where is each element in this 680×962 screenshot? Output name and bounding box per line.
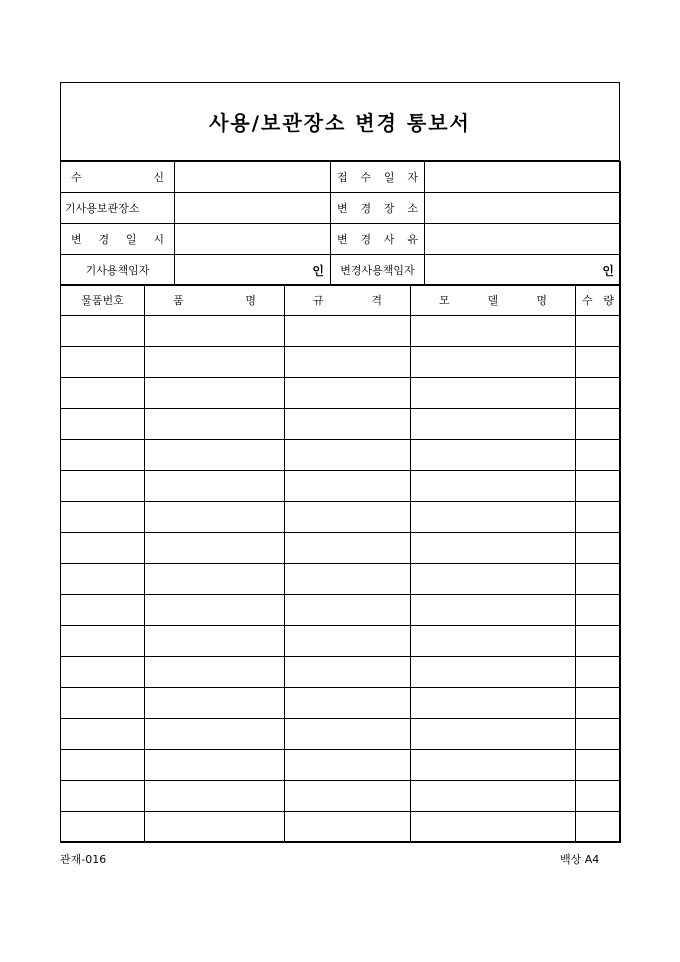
table-row bbox=[61, 471, 621, 502]
item-no-cell[interactable] bbox=[61, 688, 145, 719]
original-location-field[interactable] bbox=[175, 193, 331, 224]
item-no-cell[interactable] bbox=[61, 564, 145, 595]
table-row bbox=[61, 719, 621, 750]
new-location-field[interactable] bbox=[425, 193, 621, 224]
table-row bbox=[61, 812, 621, 843]
model-cell[interactable] bbox=[411, 440, 576, 471]
quantity-cell[interactable] bbox=[576, 595, 621, 626]
item-no-cell[interactable] bbox=[61, 316, 145, 347]
model-cell[interactable] bbox=[411, 812, 576, 843]
form-code: 관재-016 bbox=[60, 853, 107, 866]
item-name-cell[interactable] bbox=[145, 409, 285, 440]
model-cell[interactable] bbox=[411, 378, 576, 409]
spec-cell[interactable] bbox=[285, 781, 411, 812]
item-name-cell[interactable] bbox=[145, 626, 285, 657]
paper-spec: 백상 A4 bbox=[560, 853, 600, 866]
spec-cell[interactable] bbox=[285, 595, 411, 626]
table-row bbox=[61, 440, 621, 471]
seal-mark: 인 bbox=[312, 263, 324, 278]
model-cell[interactable] bbox=[411, 409, 576, 440]
model-cell[interactable] bbox=[411, 316, 576, 347]
item-name-cell[interactable] bbox=[145, 533, 285, 564]
spec-cell[interactable] bbox=[285, 626, 411, 657]
quantity-cell[interactable] bbox=[576, 533, 621, 564]
spec-cell[interactable] bbox=[285, 688, 411, 719]
spec-cell[interactable] bbox=[285, 719, 411, 750]
item-name-cell[interactable] bbox=[145, 750, 285, 781]
original-manager-label: 기사용책임자 bbox=[61, 255, 175, 286]
header-model: 모 델 명 bbox=[411, 285, 576, 316]
table-row bbox=[61, 657, 621, 688]
item-no-cell[interactable] bbox=[61, 657, 145, 688]
items-header-row bbox=[61, 285, 621, 316]
change-notice-form bbox=[60, 82, 620, 842]
model-cell[interactable] bbox=[411, 533, 576, 564]
model-cell[interactable] bbox=[411, 657, 576, 688]
item-name-cell[interactable] bbox=[145, 564, 285, 595]
item-no-cell[interactable] bbox=[61, 533, 145, 564]
original-manager-seal-field[interactable] bbox=[175, 255, 331, 286]
item-no-cell[interactable] bbox=[61, 812, 145, 843]
table-row bbox=[61, 409, 621, 440]
receiver-field[interactable] bbox=[175, 162, 331, 193]
quantity-cell[interactable] bbox=[576, 750, 621, 781]
table-row bbox=[61, 626, 621, 657]
table-row bbox=[61, 502, 621, 533]
item-name-cell[interactable] bbox=[145, 502, 285, 533]
new-manager-label: 변경사용책임자 bbox=[331, 255, 425, 286]
item-no-cell[interactable] bbox=[61, 626, 145, 657]
table-row bbox=[61, 378, 621, 409]
item-name-cell[interactable] bbox=[145, 657, 285, 688]
spec-cell[interactable] bbox=[285, 502, 411, 533]
quantity-cell[interactable] bbox=[576, 409, 621, 440]
quantity-cell[interactable] bbox=[576, 688, 621, 719]
item-name-cell[interactable] bbox=[145, 719, 285, 750]
model-cell[interactable] bbox=[411, 502, 576, 533]
change-reason-field[interactable] bbox=[425, 224, 621, 255]
item-no-cell[interactable] bbox=[61, 595, 145, 626]
model-cell[interactable] bbox=[411, 471, 576, 502]
quantity-cell[interactable] bbox=[576, 347, 621, 378]
spec-cell[interactable] bbox=[285, 564, 411, 595]
item-no-cell[interactable] bbox=[61, 781, 145, 812]
quantity-cell[interactable] bbox=[576, 719, 621, 750]
seal-mark: 인 bbox=[602, 263, 614, 278]
item-no-cell[interactable] bbox=[61, 378, 145, 409]
quantity-cell[interactable] bbox=[576, 471, 621, 502]
spec-cell[interactable] bbox=[285, 316, 411, 347]
item-no-cell[interactable] bbox=[61, 347, 145, 378]
change-date-field[interactable] bbox=[175, 224, 331, 255]
item-no-cell[interactable] bbox=[61, 471, 145, 502]
table-row bbox=[61, 595, 621, 626]
table-row bbox=[61, 688, 621, 719]
spec-cell[interactable] bbox=[285, 471, 411, 502]
quantity-cell[interactable] bbox=[576, 440, 621, 471]
new-location-label: 변 경 장 소 bbox=[331, 193, 425, 224]
item-no-cell[interactable] bbox=[61, 409, 145, 440]
spec-cell[interactable] bbox=[285, 812, 411, 843]
item-name-cell[interactable] bbox=[145, 595, 285, 626]
change-reason-label: 변 경 사 유 bbox=[331, 224, 425, 255]
header-spec: 규 격 bbox=[285, 285, 411, 316]
change-date-label: 변 경 일 시 bbox=[61, 224, 175, 255]
table-row bbox=[61, 533, 621, 564]
spec-cell[interactable] bbox=[285, 409, 411, 440]
spec-cell[interactable] bbox=[285, 440, 411, 471]
receipt-date-label: 접 수 일 자 bbox=[331, 162, 425, 193]
quantity-cell[interactable] bbox=[576, 781, 621, 812]
original-location-label: 기사용보관장소 bbox=[61, 193, 175, 224]
item-name-cell[interactable] bbox=[145, 781, 285, 812]
quantity-cell[interactable] bbox=[576, 316, 621, 347]
spec-cell[interactable] bbox=[285, 347, 411, 378]
spec-cell[interactable] bbox=[285, 657, 411, 688]
item-no-cell[interactable] bbox=[61, 719, 145, 750]
header-item-no: 물품번호 bbox=[61, 285, 145, 316]
model-cell[interactable] bbox=[411, 595, 576, 626]
model-cell[interactable] bbox=[411, 347, 576, 378]
quantity-cell[interactable] bbox=[576, 378, 621, 409]
model-cell[interactable] bbox=[411, 564, 576, 595]
spec-cell[interactable] bbox=[285, 533, 411, 564]
receiver-label: 수 신 bbox=[61, 162, 175, 193]
item-name-cell[interactable] bbox=[145, 347, 285, 378]
info-table bbox=[60, 161, 621, 286]
item-name-cell[interactable] bbox=[145, 378, 285, 409]
item-name-cell[interactable] bbox=[145, 316, 285, 347]
item-name-cell[interactable] bbox=[145, 471, 285, 502]
form-title: 사용/보관장소 변경 통보서 bbox=[61, 83, 619, 161]
header-item-name: 품 명 bbox=[145, 285, 285, 316]
quantity-cell[interactable] bbox=[576, 812, 621, 843]
header-quantity: 수 량 bbox=[576, 285, 621, 316]
quantity-cell[interactable] bbox=[576, 626, 621, 657]
table-row bbox=[61, 564, 621, 595]
table-row bbox=[61, 347, 621, 378]
item-no-cell[interactable] bbox=[61, 440, 145, 471]
model-cell[interactable] bbox=[411, 781, 576, 812]
items-table bbox=[60, 284, 621, 843]
quantity-cell[interactable] bbox=[576, 564, 621, 595]
model-cell[interactable] bbox=[411, 750, 576, 781]
item-name-cell[interactable] bbox=[145, 440, 285, 471]
receipt-date-field[interactable] bbox=[425, 162, 621, 193]
model-cell[interactable] bbox=[411, 719, 576, 750]
spec-cell[interactable] bbox=[285, 750, 411, 781]
item-name-cell[interactable] bbox=[145, 812, 285, 843]
table-row bbox=[61, 316, 621, 347]
item-no-cell[interactable] bbox=[61, 750, 145, 781]
item-no-cell[interactable] bbox=[61, 502, 145, 533]
item-name-cell[interactable] bbox=[145, 688, 285, 719]
new-manager-seal-field[interactable] bbox=[425, 255, 621, 286]
model-cell[interactable] bbox=[411, 626, 576, 657]
quantity-cell[interactable] bbox=[576, 502, 621, 533]
spec-cell[interactable] bbox=[285, 378, 411, 409]
table-row bbox=[61, 750, 621, 781]
model-cell[interactable] bbox=[411, 688, 576, 719]
quantity-cell[interactable] bbox=[576, 657, 621, 688]
table-row bbox=[61, 781, 621, 812]
